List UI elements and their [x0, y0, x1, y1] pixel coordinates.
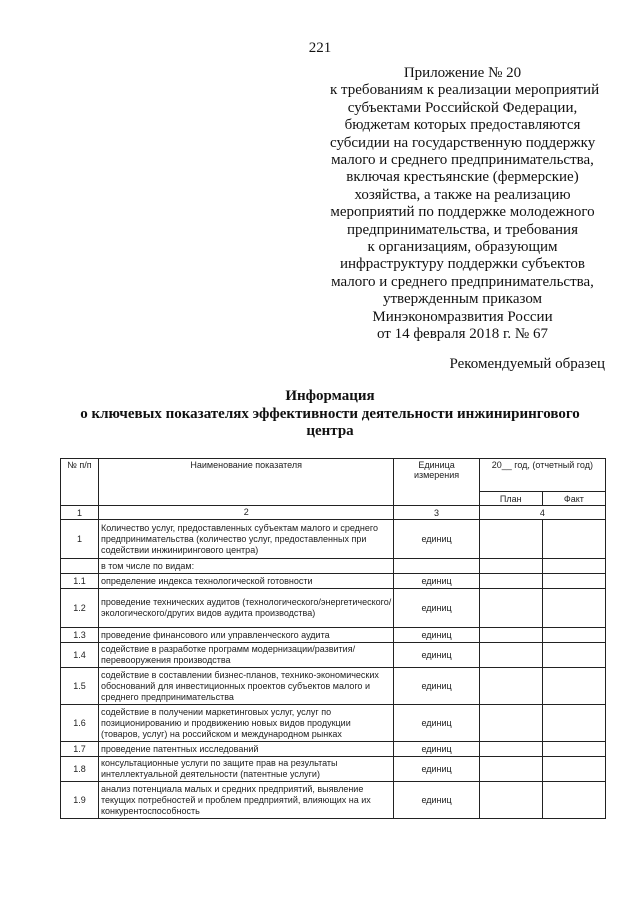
- table-row: [61, 628, 606, 643]
- row-plan-value: [479, 668, 542, 705]
- appendix-line: субсидии на государственную поддержку: [330, 134, 596, 151]
- appendix-line: включая крестьянские (фермерские): [346, 169, 579, 186]
- appendix-line: к требованиям к реализации мероприятий: [330, 82, 600, 99]
- row-fact-value: [542, 628, 605, 643]
- column-number-1: 1: [61, 506, 99, 520]
- title-line: о ключевых показателях эффективности деятельности инжинирингового: [80, 405, 580, 422]
- row-unit: единиц: [394, 589, 479, 628]
- appendix-line: Минэкономразвития России: [372, 308, 553, 325]
- appendix-line: к организациям, образующим: [367, 239, 558, 256]
- row-indicator-name: содействие в составлении бизнес-планов, технико-экономических обоснований для инвестиционных проектов субъектов малого и среднего предпринимательства: [98, 668, 393, 705]
- row-indicator-name: проведение финансового или управленческого аудита: [98, 628, 393, 643]
- table-row: [61, 705, 606, 742]
- appendix-line: малого и среднего предпринимательства,: [331, 273, 594, 290]
- row-plan-value: [479, 574, 542, 589]
- column-number-3: 3: [394, 506, 479, 520]
- header-reporting-year: 20__ год, (отчетный год): [479, 459, 605, 492]
- row-indicator-name: проведение патентных исследований: [98, 742, 393, 757]
- row-fact-value: [542, 643, 605, 668]
- row-indicator-name: консультационные услуги по защите прав на результаты интеллектуальной деятельности (патентные услуги): [98, 757, 393, 782]
- column-number-2: 2: [98, 506, 393, 520]
- row-unit: единиц: [394, 757, 479, 782]
- header-unit: Единица измерения: [394, 459, 479, 506]
- table-row: [61, 520, 606, 559]
- row-plan-value: [479, 705, 542, 742]
- title-line: центра: [306, 423, 354, 439]
- row-unit: единиц: [394, 628, 479, 643]
- header-fact: Факт: [542, 492, 605, 506]
- row-number: 1.1: [61, 574, 99, 589]
- table-row: [61, 757, 606, 782]
- table-row: [61, 742, 606, 757]
- table-row: [61, 589, 606, 628]
- row-unit: [394, 559, 479, 574]
- row-fact-value: [542, 520, 605, 559]
- row-fact-value: [542, 668, 605, 705]
- row-fact-value: [542, 757, 605, 782]
- appendix-line: предпринимательства, и требования: [347, 221, 578, 238]
- row-plan-value: [479, 628, 542, 643]
- table-row: [61, 574, 606, 589]
- row-unit: единиц: [394, 705, 479, 742]
- row-indicator-name: содействие в получении маркетинговых услуг, услуг по позиционированию и продвижению новых видов продукции (товаров, услуг) на российском и международном рынках: [98, 705, 393, 742]
- row-number: 1.3: [61, 628, 99, 643]
- row-indicator-name: проведение технических аудитов (технологического/энергетического/экологического/других видов аудита производства): [98, 589, 393, 628]
- row-unit: единиц: [394, 520, 479, 559]
- row-fact-value: [542, 705, 605, 742]
- column-number-4: 4: [479, 506, 605, 520]
- title-line: Информация: [285, 388, 375, 404]
- row-unit: единиц: [394, 668, 479, 705]
- table-row: [61, 559, 606, 574]
- header-plan: План: [479, 492, 542, 506]
- appendix-line: бюджетам которых предоставляются: [344, 117, 581, 134]
- row-plan-value: [479, 742, 542, 757]
- table-row: [61, 643, 606, 668]
- row-plan-value: [479, 643, 542, 668]
- appendix-line: инфраструктуру поддержки субъектов: [339, 256, 586, 273]
- row-plan-value: [479, 559, 542, 574]
- row-number: 1.8: [61, 757, 99, 782]
- row-fact-value: [542, 782, 605, 819]
- row-unit: единиц: [394, 742, 479, 757]
- row-indicator-name: анализ потенциала малых и средних предприятий, выявление текущих потребностей и проблем предприятий, влияющих на их конкурентоспособность: [98, 782, 393, 819]
- appendix-approval-block: [330, 65, 600, 344]
- table-row: [61, 668, 606, 705]
- row-indicator-name: Количество услуг, предоставленных субъектам малого и среднего предпринимательства (количество услуг, предоставленных при содействии инжинирингового центра): [98, 520, 393, 559]
- row-number: 1.7: [61, 742, 99, 757]
- appendix-line: субъектами Российской Федерации,: [347, 99, 578, 116]
- appendix-line: малого и среднего предпринимательства,: [331, 152, 594, 169]
- row-unit: единиц: [394, 574, 479, 589]
- row-number: 1.4: [61, 643, 99, 668]
- appendix-line: Приложение № 20: [403, 65, 522, 81]
- row-fact-value: [542, 574, 605, 589]
- appendix-line: мероприятий по поддержке молодежного: [330, 204, 595, 221]
- row-number: 1: [61, 520, 99, 559]
- row-indicator-name: содействие в разработке программ модернизации/развития/перевооружения производства: [98, 643, 393, 668]
- row-plan-value: [479, 520, 542, 559]
- row-plan-value: [479, 589, 542, 628]
- appendix-line: хозяйства, а также на реализацию: [354, 186, 571, 203]
- row-indicator-name: определение индекса технологической готовности: [98, 574, 393, 589]
- row-fact-value: [542, 589, 605, 628]
- document-title: [60, 388, 600, 441]
- row-fact-value: [542, 742, 605, 757]
- row-number: 1.6: [61, 705, 99, 742]
- table-row: [61, 782, 606, 819]
- header-indicator-name: Наименование показателя: [98, 459, 393, 506]
- header-number: № п/п: [61, 459, 99, 506]
- appendix-line: от 14 февраля 2018 г. № 67: [376, 326, 548, 343]
- indicators-table-body: [61, 520, 606, 819]
- row-unit: единиц: [394, 643, 479, 668]
- row-number: [61, 559, 99, 574]
- appendix-line: утвержденным приказом: [382, 291, 543, 308]
- row-fact-value: [542, 559, 605, 574]
- row-number: 1.9: [61, 782, 99, 819]
- row-plan-value: [479, 782, 542, 819]
- row-number: 1.2: [61, 589, 99, 628]
- page-number: 221: [308, 40, 332, 56]
- row-plan-value: [479, 757, 542, 782]
- row-indicator-name: в том числе по видам:: [98, 559, 393, 574]
- recommended-sample-label: Рекомендуемый образец: [449, 356, 605, 372]
- indicators-table: [60, 458, 606, 819]
- row-unit: единиц: [394, 782, 479, 819]
- row-number: 1.5: [61, 668, 99, 705]
